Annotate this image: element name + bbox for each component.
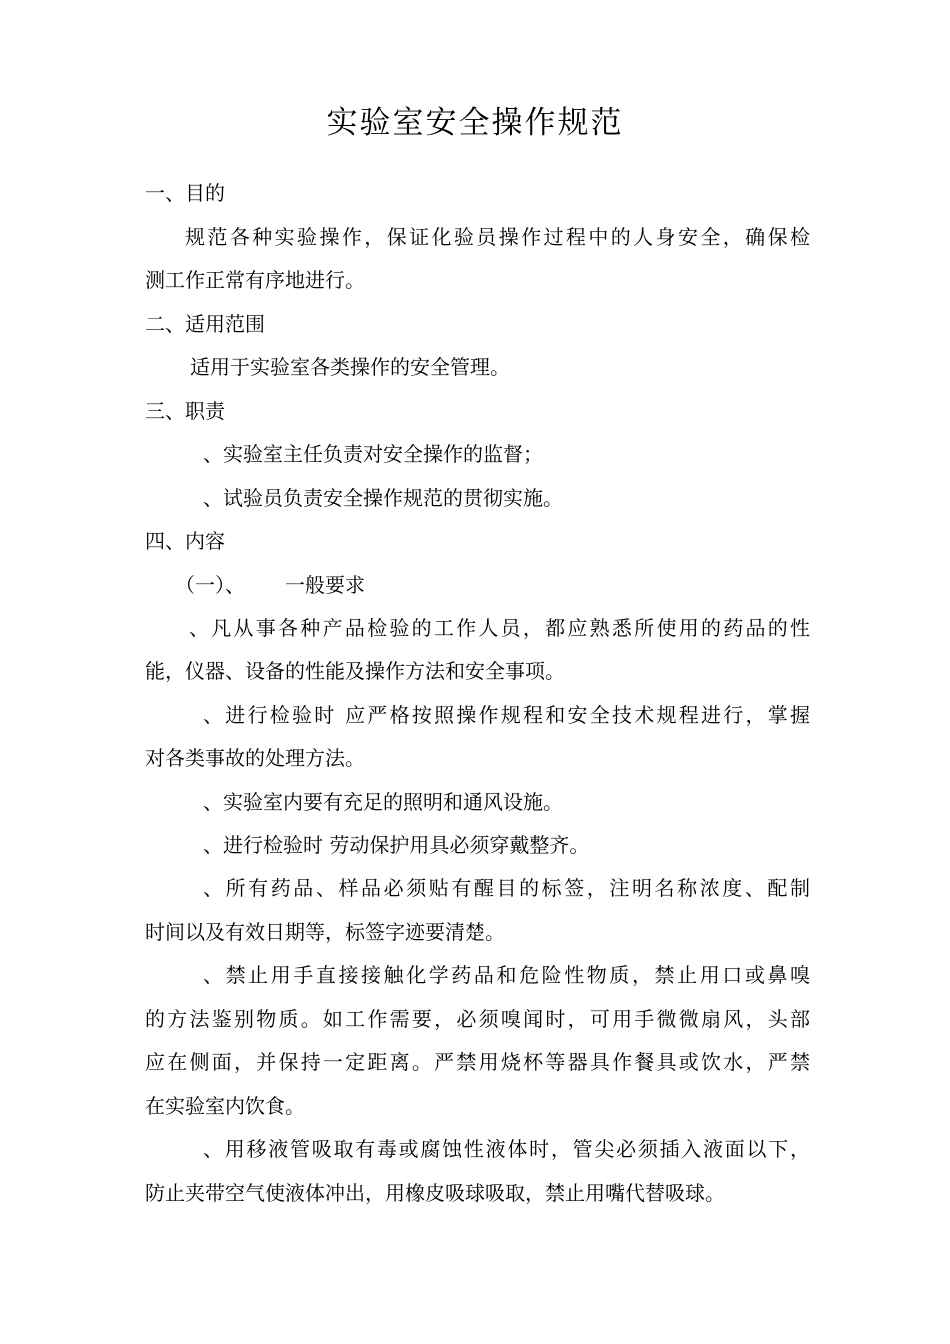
purpose-line-2: 测工作正常有序地进行。 [145,268,365,292]
section-heading-duties: 三、职责 [145,399,225,423]
content-line-11: 应在侧面，并保持一定距离。严禁用烧杯等器具作餐具或饮水，严禁 [145,1050,810,1074]
content-line-7: 、所有药品、样品必须贴有醒目的标签，注明名称浓度、配制 [203,876,810,900]
scope-line-1: 适用于实验室各类操作的安全管理。 [190,355,510,379]
section-heading-content: 四、内容 [145,529,225,553]
content-line-12: 在实验室内饮食。 [145,1094,305,1118]
content-line-10: 的方法鉴别物质。如工作需要，必须嗅闻时，可用手微微扇风，头部 [145,1007,810,1031]
content-line-13: 、用移液管吸取有毒或腐蚀性液体时，管尖必须插入液面以下， [203,1137,810,1161]
content-line-14: 防止夹带空气使液体冲出，用橡皮吸球吸取，禁止用嘴代替吸球。 [145,1181,725,1205]
document-title: 实验室安全操作规范 [326,105,624,141]
content-line-4: 对各类事故的处理方法。 [145,746,365,770]
duties-line-2: 、试验员负责安全操作规范的贯彻实施。 [203,486,563,510]
content-line-1: 、凡从事各种产品检验的工作人员，都应熟悉所使用的药品的性 [189,616,810,640]
subsection-number: （一）、 [175,573,245,597]
section-heading-purpose: 一、目的 [145,181,225,205]
purpose-line-1: 规范各种实验操作，保证化验员操作过程中的人身安全，确保检 [185,225,810,249]
content-line-9: 、禁止用手直接接触化学药品和危险性物质，禁止用口或鼻嗅 [203,963,810,987]
subsection-title: 一般要求 [285,573,365,597]
content-line-8: 时间以及有效日期等，标签字迹要清楚。 [145,920,505,944]
section-heading-scope: 二、适用范围 [145,312,265,336]
content-line-5: 、实验室内要有充足的照明和通风设施。 [203,790,563,814]
content-line-6: 、进行检验时 劳动保护用具必须穿戴整齐。 [203,833,590,857]
subsection-heading-general [145,570,810,600]
content-line-2: 能，仪器、设备的性能及操作方法和安全事项。 [145,659,565,683]
duties-line-1: 、实验室主任负责对安全操作的监督； [203,442,543,466]
content-line-3: 、进行检验时 应严格按照操作规程和安全技术规程进行，掌握 [203,703,810,727]
